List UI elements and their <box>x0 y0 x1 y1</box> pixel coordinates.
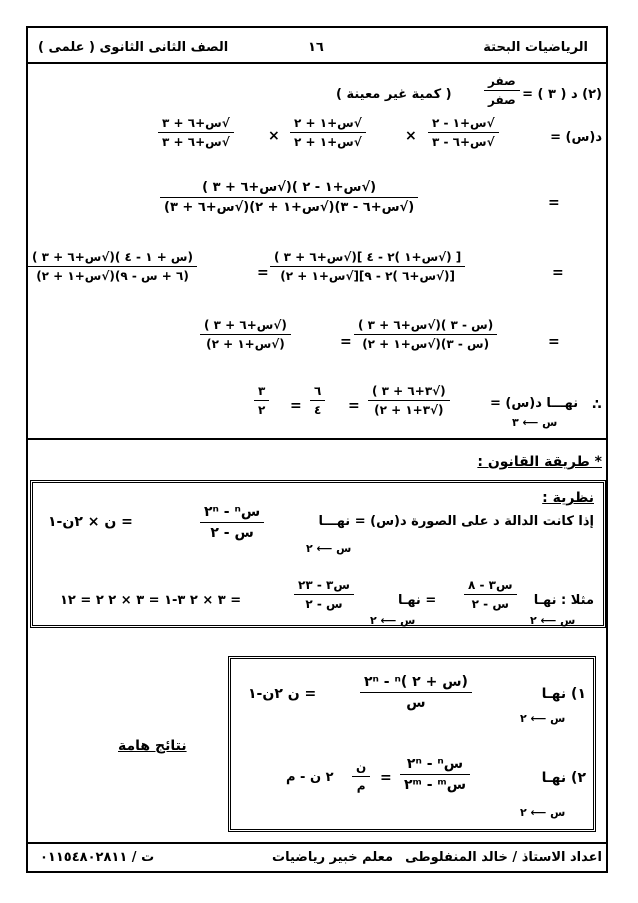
line2-fraction-1 <box>428 116 499 149</box>
line1-label: (٢) د ( ٣ ) = <box>522 87 602 102</box>
theorem-den: س - ٢ <box>210 525 254 541</box>
result2-m: م <box>356 779 366 793</box>
result2-fraction <box>400 756 470 793</box>
line5-f1-den: (س - ٣)(√س+١ + ٢) <box>362 337 490 351</box>
line6-f1-num: (√٣+٦ + ٣ ) <box>372 384 446 398</box>
line4-fraction-1 <box>270 250 465 283</box>
line2-f3-den: √س+٦ + ٣ <box>162 135 230 149</box>
limit-label: نهـــا د(س) = <box>490 396 579 411</box>
fraction-bar <box>254 400 269 401</box>
line6-f3-den: ٢ <box>258 403 266 417</box>
line4-fraction-2 <box>28 250 197 283</box>
fraction-bar <box>28 266 197 267</box>
line2-fraction-3 <box>158 116 234 149</box>
theorem-title: نظرية : <box>542 490 594 506</box>
example-fraction-1 <box>464 578 517 611</box>
header-divider <box>28 62 606 64</box>
line6-fraction-1 <box>368 384 450 417</box>
result1-num: (س + ٢ )ⁿ - ٢ⁿ <box>364 674 468 690</box>
fraction-bar <box>368 400 450 401</box>
line6-f2-den: ٤ <box>314 403 322 417</box>
fraction-bar <box>160 197 418 198</box>
example-f1-num: س٣ - ٨ <box>468 578 513 592</box>
footer-phone: ت / ٠١١٥٤٨٠٢٨١١ <box>40 850 155 865</box>
line2-f2-den: √س+١ + ٢ <box>294 135 362 149</box>
example-fraction-2 <box>294 578 354 611</box>
result2-subscript: س ⟵ ٢ <box>520 806 566 819</box>
result2-n: ن <box>356 760 367 774</box>
line6-f1-den: (√٣+١ + ٢) <box>374 403 444 417</box>
line6-f2-num: ٦ <box>314 384 322 398</box>
line2-f2-num: √س+١ + ٢ <box>294 116 362 130</box>
result2-result: ٢ ن - م <box>286 770 334 785</box>
line1-num: صفر <box>488 74 516 88</box>
result2-label: ٢) نهـا <box>541 770 586 786</box>
example-f2-num: س٣ - ٢٣ <box>298 578 350 592</box>
line5-f2-den: (√س+١ + ٢) <box>206 337 285 351</box>
example-label: مثلا : نهـا <box>533 593 594 608</box>
line5-f2-num: (√س+٦ + ٣ ) <box>204 318 287 332</box>
fraction-bar <box>428 132 499 133</box>
theorem-fraction <box>200 504 264 541</box>
page-number: ١٦ <box>308 40 324 55</box>
line5-f1-num: (س - ٣ )(√س+٦ + ٣ ) <box>358 318 494 332</box>
fraction-bar <box>354 334 497 335</box>
result2-equals: = <box>380 770 392 786</box>
line2-f1-den: √س+٦ - ٣ <box>432 135 495 149</box>
fraction-bar <box>270 266 465 267</box>
theorem-subscript: س ⟵ ٢ <box>306 542 352 555</box>
fraction-bar <box>294 594 354 595</box>
footer-title: معلم خبير رياضيات <box>272 850 394 865</box>
equals-sign: = <box>257 265 269 281</box>
theorem-num: سⁿ - ٢ⁿ <box>204 504 261 520</box>
fraction-bar <box>200 522 264 523</box>
example-subscript-1: س ⟵ ٢ <box>530 614 576 627</box>
line5-fraction-1 <box>354 318 497 351</box>
line2-f1-num: √س+١ - ٢ <box>432 116 495 130</box>
fraction-bar <box>352 776 370 777</box>
line4-f1-num: [ (√س+١ )٢ - ٤ ](√س+٦ + ٣ ) <box>274 250 462 264</box>
equals-sign: = <box>548 334 560 350</box>
result1-label: ١) نهـا <box>541 686 586 702</box>
theorem-result: = ن × ٢ن-١ <box>48 514 133 530</box>
footer-author: اعداد الاستاذ / خالد المنفلوطى <box>405 850 602 865</box>
line1-note: ( كمية غير معينة ) <box>336 87 452 102</box>
result1-result: = ن ٢ن-١ <box>248 686 317 702</box>
result2-num: سⁿ - ٢ⁿ <box>406 756 464 772</box>
law-heading: * طريقة القانون : <box>477 454 602 470</box>
result2-den: سᵐ - ٢ᵐ <box>404 777 467 793</box>
example-subscript-2: س ⟵ ٢ <box>370 614 416 627</box>
line5-fraction-2 <box>200 318 291 351</box>
theorem-text: إذا كانت الدالة د على الصورة د(س) = نهـــا <box>318 514 594 529</box>
example-f1-den: س - ٢ <box>471 597 509 611</box>
header-grade: الصف الثانى الثانوى ( علمى ) <box>38 40 229 55</box>
line6-f3-num: ٣ <box>258 384 266 398</box>
line6-fraction-3 <box>254 384 269 417</box>
equals-sign: = <box>548 195 560 211</box>
times-sign: × <box>405 128 417 144</box>
fraction-bar <box>158 132 234 133</box>
line4-f2-den: (٦ + س - ٩)(√س+١ + ٢) <box>36 269 189 283</box>
example-f2-den: س - ٢ <box>305 597 343 611</box>
example-result: = ٣ × ٢ ٣-١ = ٣ × ٢ ٢ = ١٢ <box>60 593 242 608</box>
equals-sign: = <box>552 265 564 281</box>
line3-den: (√س+٦ - ٣)(√س+١ + ٢)(√س+٦ + ٣) <box>164 200 415 215</box>
line6-fraction-2 <box>310 384 325 417</box>
line2-f3-num: √س+٦ + ٣ <box>162 116 230 130</box>
footer-divider <box>28 842 606 844</box>
fraction-bar <box>484 90 520 91</box>
section-divider <box>28 438 606 440</box>
result1-den: س <box>406 695 426 711</box>
line1-fraction <box>484 74 520 107</box>
limit-subscript: س ⟵ ٣ <box>512 416 558 429</box>
line3-fraction <box>160 180 418 215</box>
line4-f1-den: [(√س+٦ )٢ - ٩][√س+١ + ٢) <box>280 269 456 283</box>
example-equals-lim: = نهـا <box>398 593 437 608</box>
fraction-bar <box>200 334 291 335</box>
line1-den: صفر <box>488 93 516 107</box>
fraction-bar <box>290 132 366 133</box>
therefore-symbol: ∴ <box>592 397 602 413</box>
line2-fraction-2 <box>290 116 366 149</box>
line2-lhs: د(س) = <box>550 130 602 145</box>
equals-sign: = <box>290 398 302 414</box>
fraction-bar <box>464 594 517 595</box>
fraction-bar <box>360 692 472 693</box>
equals-sign: = <box>348 398 360 414</box>
result1-subscript: س ⟵ ٢ <box>520 712 566 725</box>
line3-num: (√س+١ - ٢ )(√س+٦ + ٣ ) <box>202 180 377 195</box>
results-label: نتائج هامة <box>118 738 187 754</box>
fraction-bar <box>310 400 325 401</box>
equals-sign: = <box>340 334 352 350</box>
line4-f2-num: (س + ١ - ٤ )(√س+٦ + ٣ ) <box>32 250 193 264</box>
fraction-bar <box>400 774 470 775</box>
header-subject: الرياضيات البحتة <box>483 40 588 55</box>
result1-fraction <box>360 674 472 711</box>
result2-n-over-m <box>352 760 370 793</box>
times-sign: × <box>268 128 280 144</box>
